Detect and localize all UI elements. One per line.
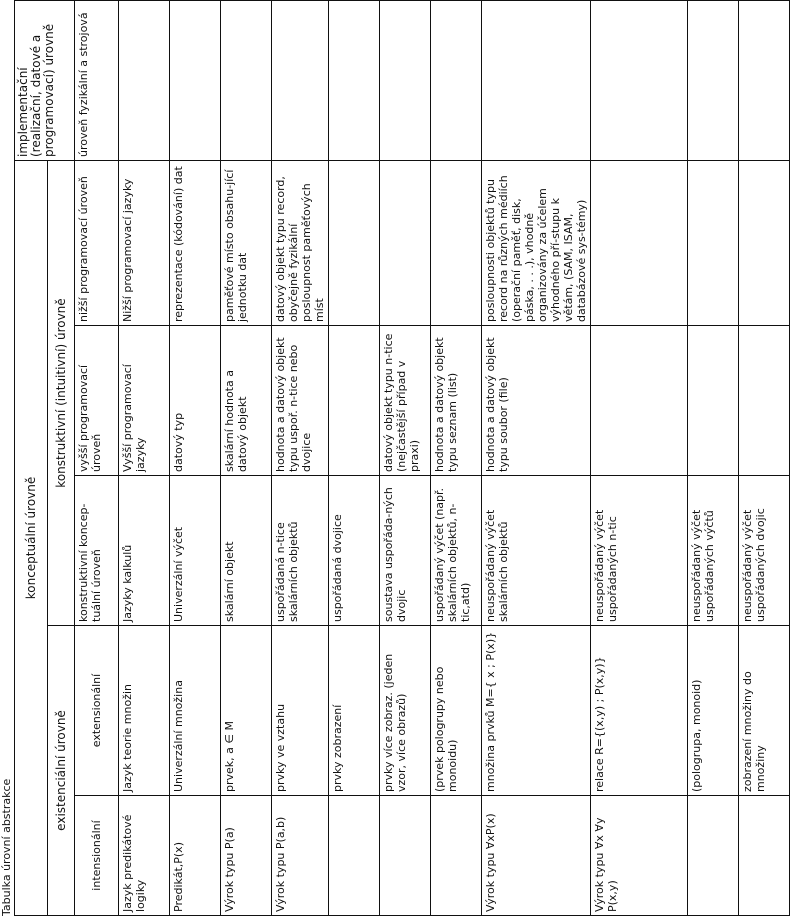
table-cell	[329, 1, 380, 161]
table-cell: (prvek pologrupy nebo monoidu)	[431, 626, 482, 796]
table-cell	[739, 326, 790, 476]
table-cell	[591, 161, 688, 326]
table-cell: Jazyk predikátové logiky	[119, 796, 170, 916]
table-cell: prvek, a ∈ M	[221, 626, 272, 796]
table-row	[431, 1, 482, 916]
table-cell: Jazyky kalkulů	[119, 476, 170, 626]
table-cell	[739, 796, 790, 916]
column-header: extensionální	[75, 626, 119, 796]
table-cell	[431, 796, 482, 916]
table-cell: neuspořádaný výčet skalárních objektů	[482, 476, 591, 626]
table-cell: datový objekt typu n-tice (nejčastější případ v praxi)	[380, 326, 431, 476]
table-cell: prvky zobrazení	[329, 626, 380, 796]
table-cell: skalární objekt	[221, 476, 272, 626]
table-cell	[688, 1, 739, 161]
table-cell: hodnota a datový objekt typu seznam (list)	[431, 326, 482, 476]
table-cell: Výrok typu ∀xP(x)	[482, 796, 591, 916]
table-cell: soustava uspořáda-ných dvojic	[380, 476, 431, 626]
table-cell	[119, 1, 170, 161]
table-cell	[739, 1, 790, 161]
table-row	[221, 1, 272, 916]
table-cell	[329, 326, 380, 476]
table-cell	[329, 796, 380, 916]
table-cell: zobrazení množiny do množiny	[739, 626, 790, 796]
abstraction-table	[14, 0, 790, 916]
table-cell	[482, 1, 591, 161]
table-cell	[380, 796, 431, 916]
table-cell	[431, 1, 482, 161]
table-cell: reprezentace (kódování) dat	[170, 161, 221, 326]
header-existential: existenciální úrovně	[48, 626, 75, 916]
table-cell: Nižší programovací jazyky	[119, 161, 170, 326]
header-row-1	[15, 1, 48, 916]
table-cell: množina prvků M={ x ; P(x)}	[482, 626, 591, 796]
table-cell: neuspořádaný výčet uspořádaných výčtů	[688, 476, 739, 626]
table-cell	[591, 1, 688, 161]
table-cell: datový typ	[170, 326, 221, 476]
table-row	[739, 1, 790, 916]
table-cell	[221, 1, 272, 161]
column-header-row	[75, 1, 119, 916]
header-implementation: implementační (realizační, datové a programovací) úrovně	[15, 1, 75, 161]
page-title: Tabulka úrovní abstrakce	[0, 778, 13, 916]
table-row	[688, 1, 739, 916]
table-cell: Vyšší programovací jazyky	[119, 326, 170, 476]
table-cell: (pologrupa, monoid)	[688, 626, 739, 796]
table-row	[482, 1, 591, 916]
table-cell: Univerzální výčet	[170, 476, 221, 626]
table-cell: hodnota a datový objekt typu soubor (file)	[482, 326, 591, 476]
table-cell: paměťové místo obsahu-jící jednotku dat	[221, 161, 272, 326]
table-cell: relace R={(x,y) ; P(x,y)}	[591, 626, 688, 796]
header-conceptual: konceptuální úrovně	[15, 161, 48, 916]
table-cell	[272, 1, 329, 161]
table-cell: prvky více zobraz. (jeden vzor, více obrazů)	[380, 626, 431, 796]
table-cell: uspořádaná dvojice	[329, 476, 380, 626]
table-cell: Výrok typu ∀x ∀y P(x,y)	[591, 796, 688, 916]
table-row	[329, 1, 380, 916]
table-cell: skalární hodnota a datový objekt	[221, 326, 272, 476]
table-cell: uspořádaný výčet (např. skalárních objektů, n-tic,atd)	[431, 476, 482, 626]
table-cell: Predikát,P(x)	[170, 796, 221, 916]
table-cell: hodnota a datový objekt typu uspoř. n-tice nebo dvojice	[272, 326, 329, 476]
table-row	[272, 1, 329, 916]
column-header: konstruktivní koncep-tuální úroveň	[75, 476, 119, 626]
table-cell: Výrok typu P(a)	[221, 796, 272, 916]
table-cell: datový objekt typu record, obyčejně fyzikální posloupnost paměťových míst	[272, 161, 329, 326]
table-cell: Výrok typu P(a,b)	[272, 796, 329, 916]
table-row	[119, 1, 170, 916]
table-cell	[688, 326, 739, 476]
table-cell: Univerzální množina	[170, 626, 221, 796]
column-header: nižší programovací úroveň	[75, 161, 119, 326]
table-cell: uspořádaná n-tice skalárních objektů	[272, 476, 329, 626]
table-cell: Jazyk teorie množin	[119, 626, 170, 796]
table-cell	[329, 161, 380, 326]
table-cell	[170, 1, 221, 161]
table-cell: prvky ve vztahu	[272, 626, 329, 796]
column-header: intensionální	[75, 796, 119, 916]
table-cell: neuspořádaný výčet uspořádaných dvojic	[739, 476, 790, 626]
table-cell: neuspořádaný výčet uspořádaných n-tic	[591, 476, 688, 626]
table-cell	[380, 1, 431, 161]
column-header: vyšší programovací úroveň	[75, 326, 119, 476]
table-cell	[739, 161, 790, 326]
table-row	[170, 1, 221, 916]
header-constructive: konstruktivní (intuitivní) úrovně	[48, 161, 75, 626]
table-row	[591, 1, 688, 916]
table-cell	[431, 161, 482, 326]
table-cell	[688, 796, 739, 916]
table-cell	[380, 161, 431, 326]
table-cell	[591, 326, 688, 476]
table-cell: posloupnosti objektů typu record na různých médiích (operační paměť, disk, páska, . . .), vhodně organizovány za účelem výhodného pří-stupu k větám, (SAM, ISAM, databázové sys-témy)	[482, 161, 591, 326]
column-header: úroveň fyzikální a strojová	[75, 1, 119, 161]
table-cell	[688, 161, 739, 326]
table-row	[380, 1, 431, 916]
